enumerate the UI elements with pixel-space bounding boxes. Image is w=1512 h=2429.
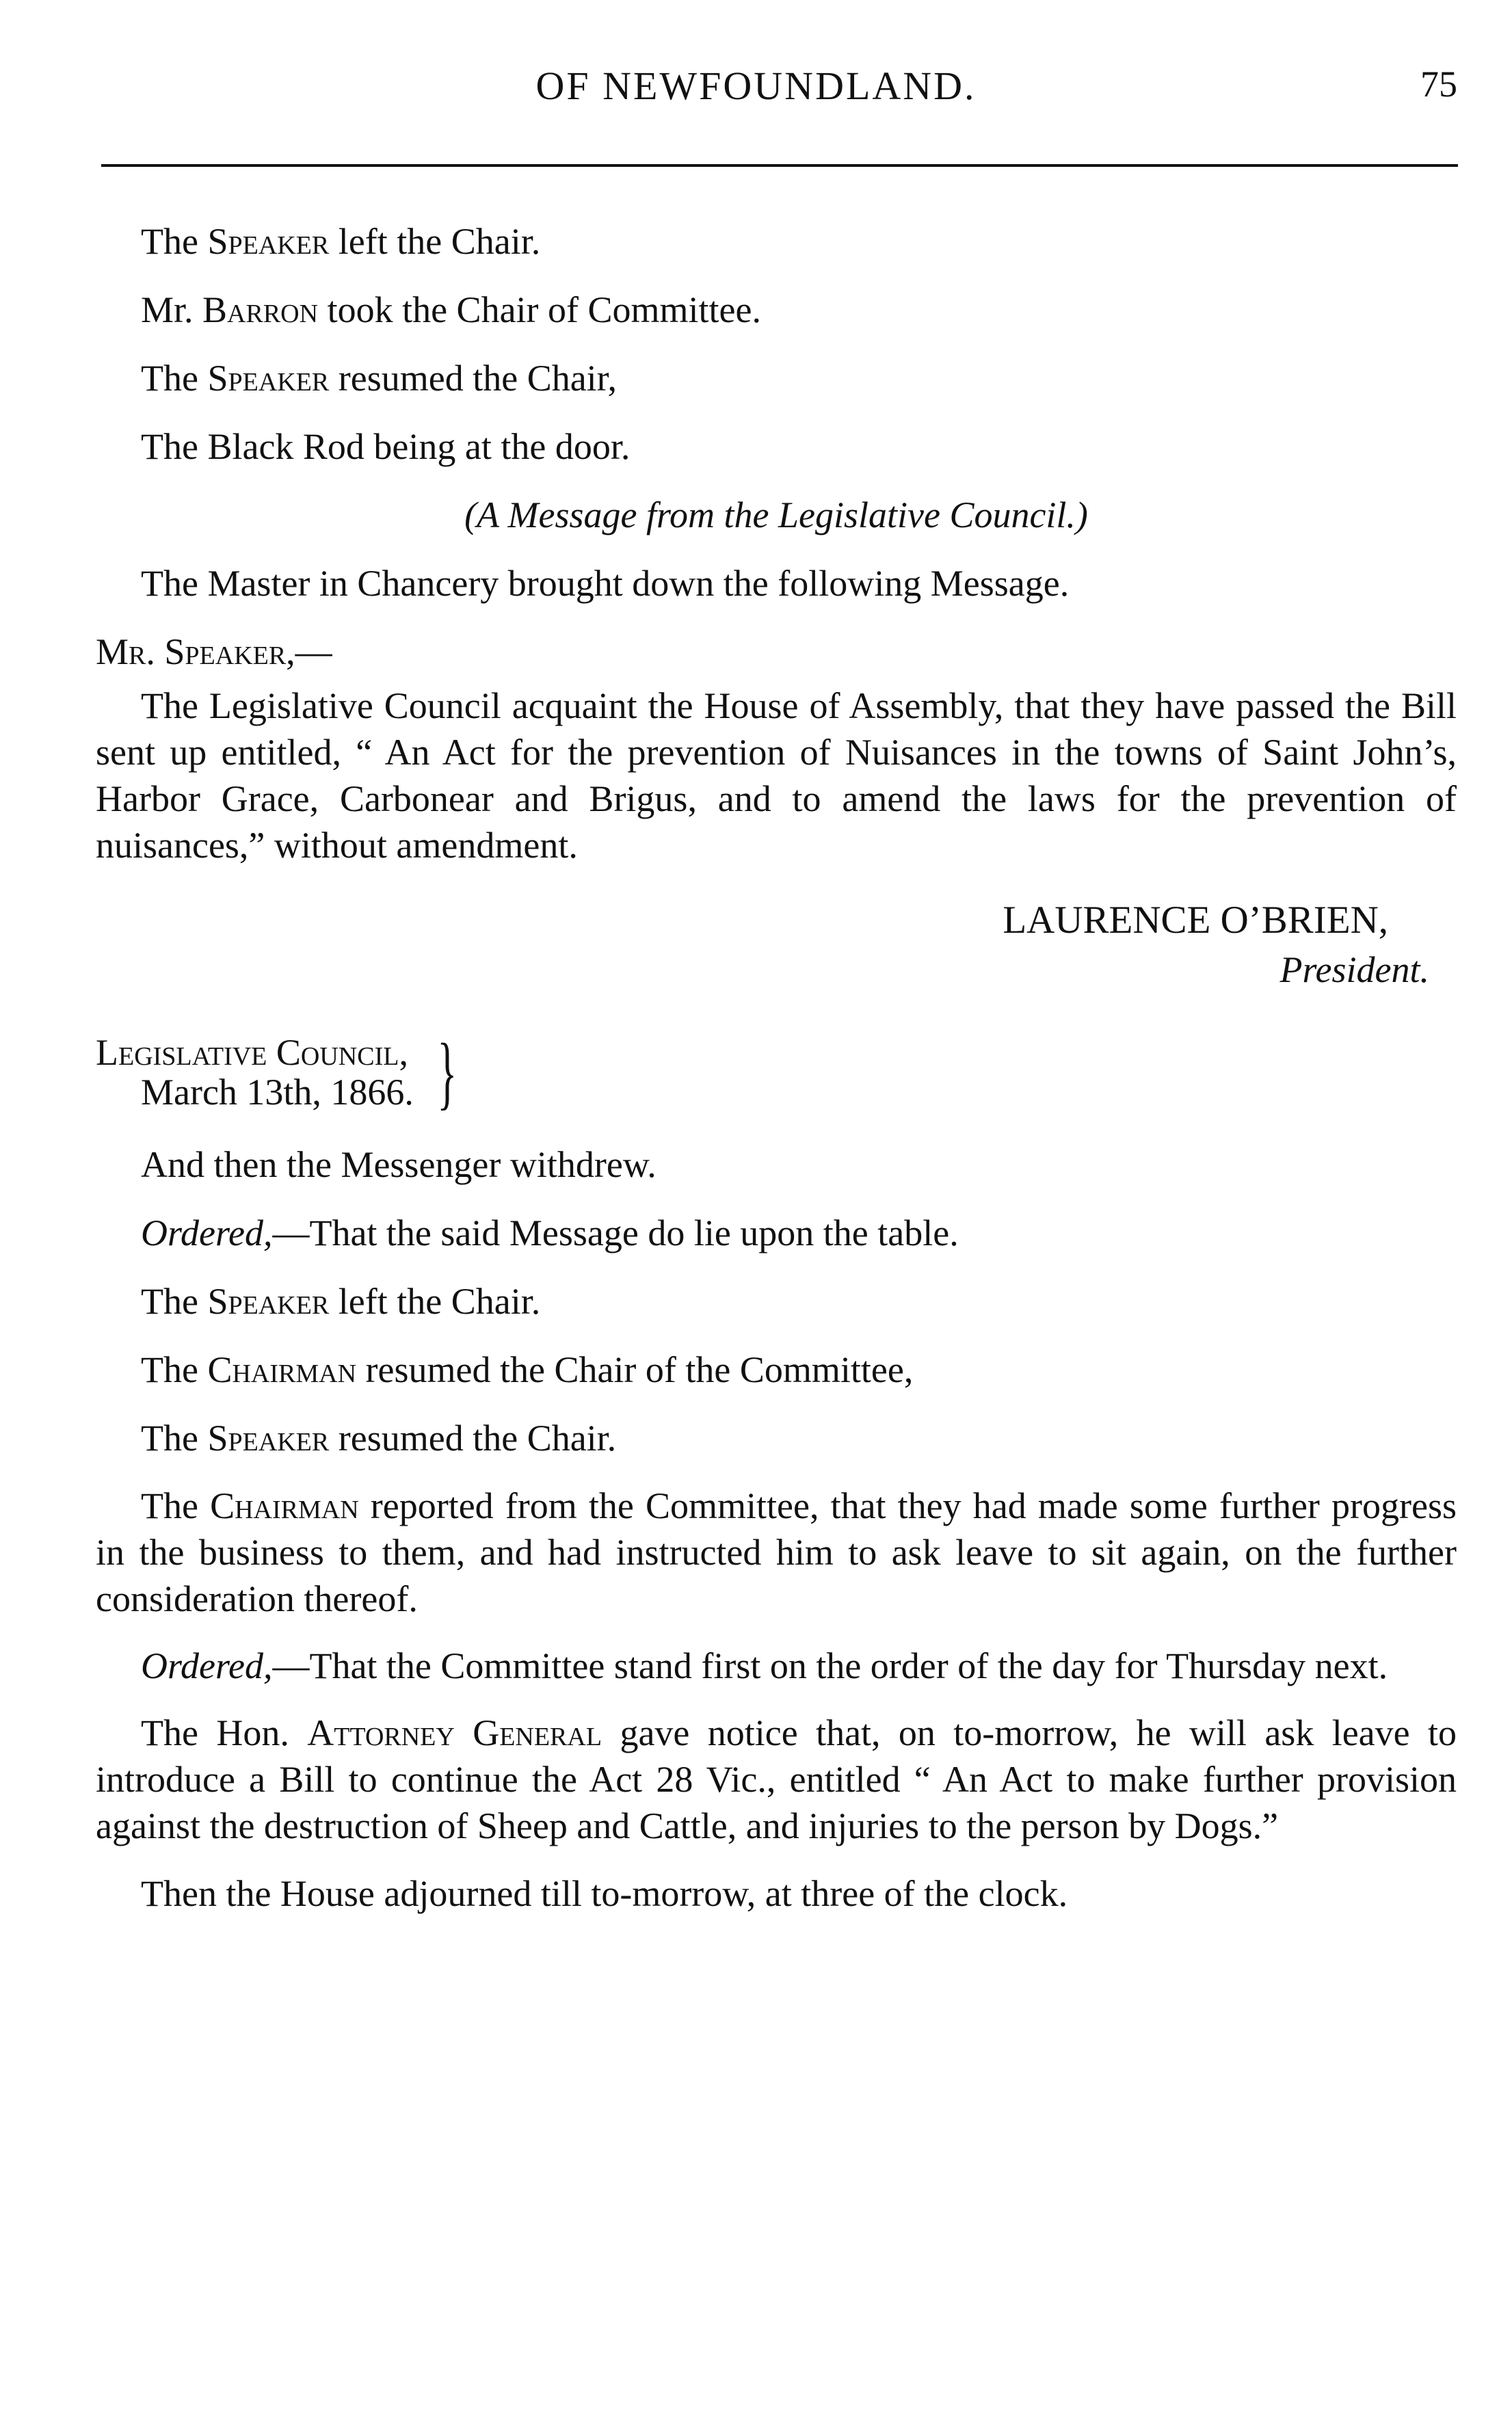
entry-messenger-withdrew: And then the Messenger withdrew. [141,1144,656,1185]
header-rule [101,164,1458,167]
entry-text: resumed the Chair. [329,1418,617,1459]
speaker-name: Speaker [207,221,330,262]
article: The [141,1418,208,1459]
ordered-lead: Ordered, [141,1212,273,1253]
entry-chairman-resumed [96,1346,1457,1394]
dateline-date: March 13th, 1866. [141,1072,414,1113]
message-signatory: LAURENCE O’BRIEN, [1003,899,1388,942]
speaker-name: Speaker [207,1418,330,1459]
member-name: Barron [202,289,319,330]
page-header [0,63,1512,118]
article: The [141,221,208,262]
signatory-title: President. [1279,949,1429,990]
entry-text: reported from the Committee, that they had made some further progress in the business to them, and had instructed him to ask leave to sit again, on the further consideration thereof. [96,1485,1457,1619]
chairman-name: Chairman [207,1349,357,1390]
entry-text: took the Chair of Committee. [318,289,761,330]
entry-text: resumed the Chair, [329,358,617,399]
running-title: OF NEWFOUNDLAND. [535,64,977,108]
entry-speaker-left [96,217,1457,265]
entry-ordered-committee [96,1643,1457,1689]
entry-attorney-general-notice [96,1710,1457,1849]
message-body: The Legislative Council acquaint the House of Assembly, that they have passed the Bill sent up entitled, “ An Act for the prevention of Nuisances in the towns of Saint John’s, Harbor Grace, Carbonear and Brigus, and to amend the laws for the prevention of nuisances,” without amendment. [96,685,1457,866]
salutation-text: Mr. Speaker,— [96,631,332,672]
entry-text: —That the Committee stand first on the order of the day for Thursday next. [272,1645,1388,1686]
article: The [141,358,208,399]
chairman-name: Chairman [210,1485,359,1526]
entry-text: left the Chair. [329,1281,541,1322]
article: The [141,1281,208,1322]
article: The [141,1349,208,1390]
entry-speaker-resumed-2 [96,1414,1457,1462]
entry-text: —That the said Message do lie upon the table. [272,1212,959,1253]
entry-text: resumed the Chair of the Committee, [356,1349,914,1390]
honorific: Mr. [141,289,203,330]
entry-text: left the Chair. [329,221,541,262]
entry-ordered-table [96,1209,1457,1257]
speaker-name: Speaker [207,358,330,399]
right-brace-glyph: } [437,1026,457,1117]
entry-barron-chair [96,286,1457,334]
entry-text: gave notice that, on to-morrow, he will ask leave to introduce a Bill to continue the Act 28 Vic., entitled “ An Act to make further provision against the destruction of Sheep and Cattle, and injuries to the person by Dogs.” [96,1712,1457,1846]
journal-body [96,217,1457,1938]
entry-adjourned: Then the House adjourned till to-morrow, at three of the clock. [141,1873,1068,1914]
entry-speaker-resumed [96,354,1457,402]
entry-speaker-left-2 [96,1277,1457,1325]
message-salutation [96,628,1457,676]
entry-chairman-reported [96,1483,1457,1622]
dateline-origin: Legislative Council, [96,1032,408,1073]
attorney-general-name: Attorney General [307,1712,602,1753]
entry-master-in-chancery: The Master in Chancery brought down the following Message. [141,563,1070,604]
message-heading: (A Message from the Legislative Council.) [464,494,1088,535]
message-dateline [96,1026,1457,1117]
entry-black-rod: The Black Rod being at the door. [141,426,631,467]
ordered-lead: Ordered, [141,1645,273,1686]
speaker-name: Speaker [207,1281,330,1322]
page-number: 75 [1420,64,1457,105]
honorific: The Hon. [141,1712,308,1753]
article: The [141,1485,211,1526]
